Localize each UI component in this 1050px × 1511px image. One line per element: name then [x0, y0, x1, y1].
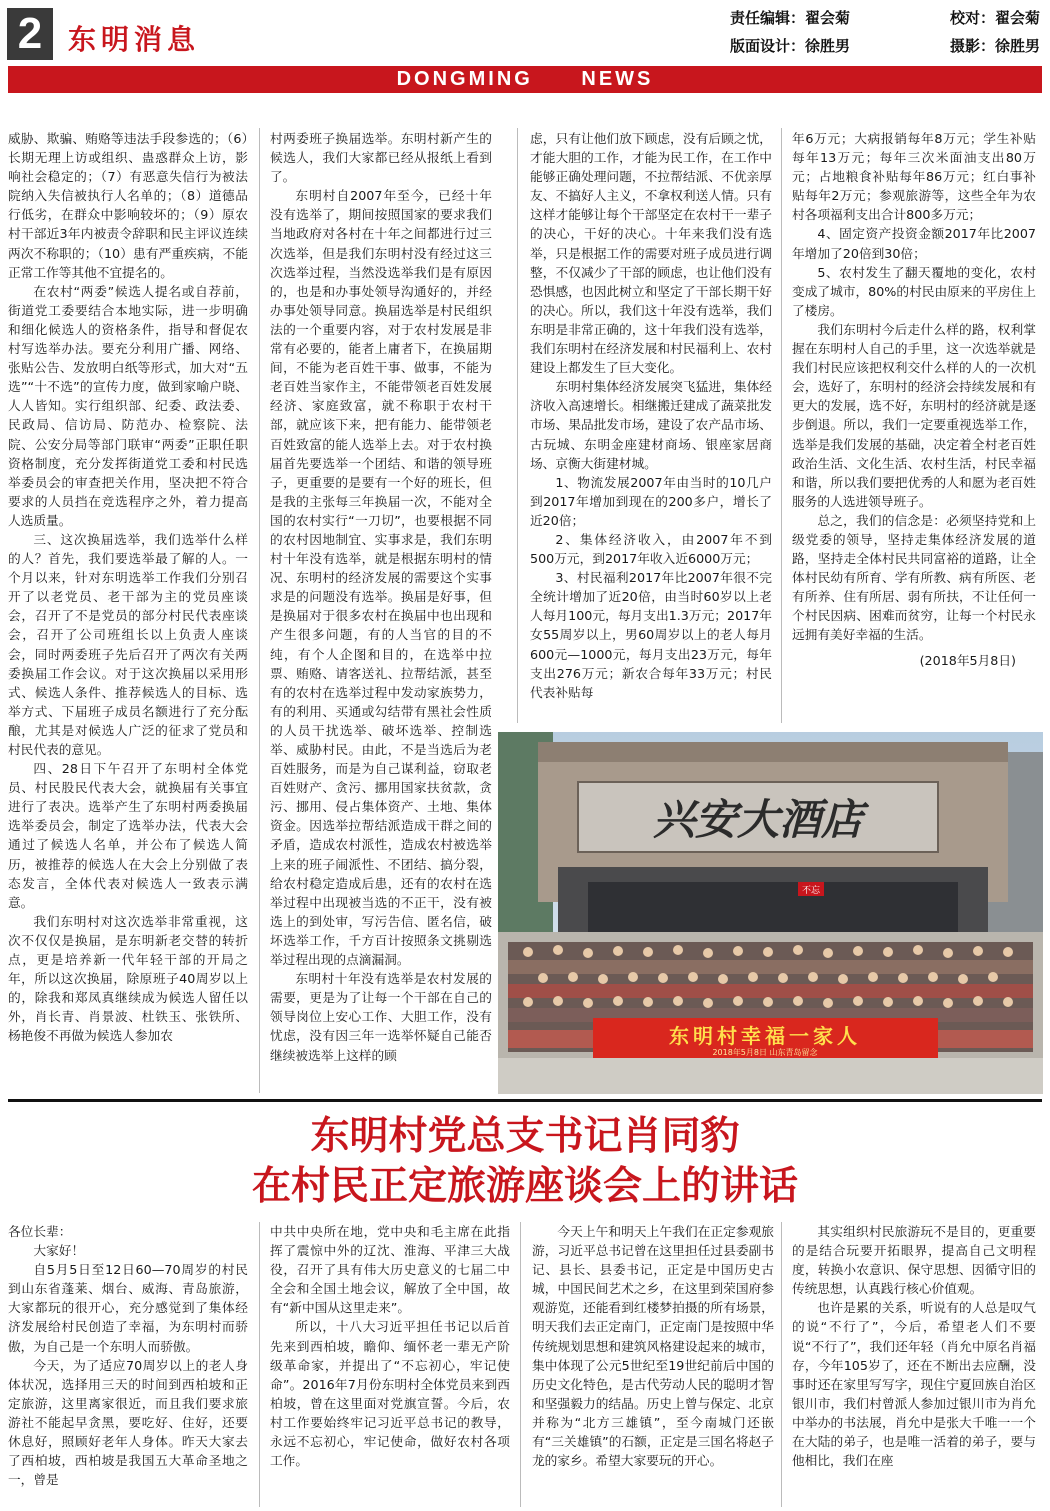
paragraph: 我们东明村对这次选举非常重视，这次不仅仅是换届，是东明新老交替的转折点，更是培养新一代年轻干部的开局之年，所以这次换届，除原班子40周岁以上的，除我和郑凤真继续成为候选人留任以外，肖长青、肖景波、杜铁玉、张铁所、杨艳俊不再做为候选人参加农: [8, 913, 248, 1044]
paragraph: 四、28日下午召开了东明村全体党员、村民股民代表大会，就换届有关事宜进行了表决。选举产生了东明村两委换届选举委员会，制定了选举办法，代表大会通过了候选人名单，并公布了候选人简历，被推荐的候选人在大会上分别做了表态发言，全体代表对候选人一致表示满意。: [8, 761, 248, 910]
red-banner-subtext: 2018年5月8日 山东青岛留念: [712, 1048, 818, 1057]
paragraph: 威胁、欺骗、贿赂等违法手段参选的；（6）长期无理上访或组织、蛊惑群众上访，影响社会稳定的；（7）有恶意失信行为被法院纳入失信被执行人名单的；（8）道德品行低劣，在群众中影响较坏的；（9）原农村干部近3年内被责令辞职和民主评议连续两次不称职的；（10）患有严重疾病，不能正常工作等其他不宜提名的。: [8, 131, 248, 280]
article2-column-2: [270, 1222, 510, 1470]
article1-column-4: [792, 129, 1036, 670]
section-divider: [8, 1099, 1042, 1102]
paragraph: 中共中央所在地，党中央和毛主席在此指挥了震惊中外的辽沈、淮海、平津三大战役，召开了具有伟大历史意义的七届二中全会和全国土地会议，解放了全中国，故有“新中国从这里走来”。: [270, 1224, 510, 1316]
paragraph: 其实组织村民旅游玩不是目的，更重要的是结合玩要开拓眼界，提高自己文明程度，转换小农意识、保守思想、因循守旧的传统思想，认真践行核心价值观。: [792, 1224, 1036, 1297]
plaza: [498, 1058, 1043, 1094]
paragraph: 5、农村发生了翻天覆地的变化，农村变成了城市，80%的村民由原来的平房住上了楼房。: [792, 264, 1036, 318]
column-divider: [520, 1222, 521, 1507]
article-date: (2018年5月8日): [919, 652, 1016, 668]
paragraph: 我们东明村今后走什么样的路，权利掌握在东明村人自己的手里，这一次选举就是我们村民应该把权利交什么样的人的一次机会，选好了，东明村的经济会持续发展和有更大的发展，选不好，东明村的经济就是逐步倒退。所以，我们一定要重视选举工作，选举是我们发展的基础，决定着全村老百姓政治生活、文化生活、农村生活，村民幸福和谐，所以我们要把优秀的人和愿为老百姓服务的人选进领导班子。: [792, 321, 1036, 509]
headline-line-2: 在村民正定旅游座谈会上的讲话: [251, 1164, 798, 1209]
paragraph: 1、物流发展2007年由当时的10几户到2017年增加到现在的200多户，增长了近20倍；: [530, 474, 772, 528]
paragraph: 今天上午和明天上午我们在正定参观旅游，习近平总书记曾在这里担任过县委副书记、县长、县委书记，正定是中国历史古城，中国民间艺术之乡，在这里到荣国府参观游览，还能看到红楼梦拍摄的所有场景，明天我们去正定南门，正定南门是按照中华传统规划思想和建筑风格建设起来的城市，集中体现了公元5世纪至19世纪前后中国的历史文化特色，是古代劳动人民的聪明才智和坚强毅力的结晶。历史上曾与保定、北京并称为“北方三雄镇”，至今南城门还嵌有“三关雄镇”的石额，正定是三国名将赵子龙的家乡。希望大家要玩的开心。: [532, 1224, 774, 1469]
article2-column-4: [792, 1222, 1036, 1470]
roof-band: [538, 742, 1008, 762]
editor-credit: 责任编辑：翟会菊: [730, 9, 851, 27]
article2-column-3: [532, 1222, 774, 1470]
paragraph: 三、这次换届选举，我们选举什么样的人？首先，我们要选举最了解的人。一个月以来，针对东明选举工作我们分别召开了以老党员、老干部为主的党员座谈会，召开了不是党员的部分村民代表座谈会，召开了公司班组长以上负责人座谈会，同时两委班子先后召开了两次有关两委换届工作会议。对于这次换届以采用形式、候选人条件、推荐候选人的目标、选举方式、下届班子成员名额进行了充分酝酿，尤其是对候选人广泛的征求了党员和村民代表的意见。: [8, 531, 248, 757]
paragraph: 村两委班子换届选举。东明村新产生的候选人，我们大家都已经从报纸上看到了。: [270, 131, 492, 185]
paragraph: 年6万元；大病报销每年8万元；学生补贴每年13万元；每年三次米面油支出80万元；占地粮食补贴每年86万元；红白事补贴每年2万元；参观旅游等，这些全年为农村各项福利支出合计800多万元；: [792, 131, 1036, 223]
paragraph: 在农村“两委”候选人提名或自荐前，街道党工委要结合本地实际，进一步明确和细化候选人的资格条件，指导和督促农村写选举办法。要充分利用广播、网络、张贴公告、发放明白纸等形式，加大对“五选”“十不选”的宣传力度，做到家喻户晓、人人皆知。实行组织部、纪委、政法委、民政局、信访局、防范办、检察院、法院、公安分局等部门联审“两委”正职任职资格制度，充分发挥街道党工委和村民选举委员会的审查把关作用，坚决把不符合要求的人员挡在竞选程序之外，着力提高人选质量。: [8, 283, 248, 528]
group-photo-illustration: [498, 732, 1043, 1094]
article1-column-3: [530, 129, 772, 702]
page-number: 2: [7, 8, 53, 60]
designer-credit: 版面设计：徐胜男: [730, 37, 851, 55]
paragraph: 东明村十年没有选举是农村发展的需要，更是为了让每一个干部在自己的领导岗位上安心工作、大胆工作，没有忧虑，没有因三年一选举怀疑自己能否继续被选举上这样的顾: [270, 971, 492, 1063]
paragraph: 4、固定资产投资金额2017年比2007年增加了20倍到30倍；: [792, 226, 1036, 261]
paragraph: 所以，十八大习近平担任书记以后首先来到西柏坡，瞻仰、缅怀老一辈无产阶级革命家，并提出了“不忘初心，牢记使命”。2016年7月份东明村全体党员来到西柏坡，曾在这里面对党旗宣誓。今后，农村工作要始终牢记习近平总书记的教导，永远不忘初心，牢记使命，做好农村各项工作。: [270, 1319, 510, 1469]
paragraph: 东明村自2007年至今，已经十年没有选举了，期间按照国家的要求我们当地政府对各村在十年之间都进行过三次选举，但是我们东明村没有经过这三次选举过程，当然没选举我们是有原因的，也是和办事处领导沟通好的，并经办事处领导同意。换届选举是村民组织法的一个重要内容，对于农村发展是非常有必要的，能者上庸者下，在换届期间，不能为老百姓干事、做事，不能为老百姓当家作主，不能带领老百姓发展经济、家庭致富，就不称职于农村干部，就应该下来，把有能力、能带领老百姓致富的能人选举上去。对于农村换届首先要选举一个团结、和谐的领导班子，更重要的是要有一个好的班长，但是我的主张每三年换届一次，不能对全国的农村实行“一刀切”，也要根据不同的农村因地制宜、实事求是，我们东明村十年没有选举，就是根据东明村的情况、东明村的经济发展的需要这个实事求是的问题没有选举。换届是好事，但是换届对于很多农村在换届中也出现和产生很多问题，有的人当官的目的不纯，有个人企图和目的，在选举中拉票、贿赂、请客送礼、拉帮结派，甚至有的农村在选举过程中发动家族势力，有的利用、买通或勾结带有黑社会性质的人员干扰选举、破坏选举、控制选举、威胁村民。由此，不是当选后为老百姓服务，而是为自己谋利益，窃取老百姓财产、贪污、挪用国家扶贫款，贪污、挪用、侵占集体资产、土地、集体资金。因选举拉帮结派造成干群之间的矛盾，造成农村派性，造成农村被选举上来的班子闹派性、不团结、搞分裂，给农村稳定造成后患，还有的农村在选举过程中出现被当选的不正干，没有被选上的到处审，写污告信、匿名信，破坏选举工作，千方百计按照条文挑剔选举过程出现的点滴漏洞。: [270, 188, 492, 968]
paragraph: 东明村集体经济发展突飞猛进，集体经济收入高速增长。相继搬迁建成了蔬菜批发市场、果品批发市场，建设了农产品市场、古玩城、东明金座建材商场、银座家居商场、京衡大街建材城。: [530, 379, 772, 471]
paragraph: 2、集体经济收入，由2007年不到500万元，到2017年收入近6000万元；: [530, 531, 772, 567]
article1-column-1: [8, 129, 248, 1046]
group-photo: [498, 732, 1043, 1094]
column-divider: [517, 128, 518, 723]
column-divider: [781, 1222, 782, 1507]
red-banner-text: 东明村幸福一家人: [669, 1024, 861, 1048]
paragraph: 也许是累的关系，听说有的人总是叹气的说“不行了”，今后，希望老人们不要说“不行了”，我们还年轻（肖允中原名肖福存，今年105岁了，还在不断出去应酬，没事时还在家里写写字，现住宁夏回族自治区银川市，我们村曾派人参加过银川市为肖允中举办的书法展，肖允中是张大千唯一一个在大陆的弟子，也是唯一活着的弟子，要与他相比，我们在座: [792, 1300, 1036, 1469]
article1-column-2: [270, 129, 492, 1065]
column-divider: [259, 128, 260, 1093]
photographer-credit: 摄影：徐胜男: [949, 37, 1040, 55]
news-banner: DONGMING NEWS: [8, 66, 1042, 93]
salutation: 各位长辈：: [8, 1224, 72, 1239]
paragraph: 虑，只有让他们放下顾虑，没有后顾之忧，才能大胆的工作，才能为民工作，在工作中能够正确处理问题，不拉帮结派、不优亲厚友、不搞好人主义，不拿权利送人情。只有这样才能够让每个干部坚定在农村干一辈子的决心，干好的决心。十年来我们没有选举，只是根据工作的需要对班子成员进行调整，不仅减少了干部的顾虑，也让他们没有恐惧感，也因此树立和坚定了干部长期干好的决心。所以，我们这十年没有选举，我们东明是非常正确的，这十年我们没有选举，我们东明村在经济发展和村民福利上、农村建设上都发生了巨大变化。: [530, 131, 772, 376]
proofreader-credit: 校对：翟会菊: [949, 9, 1040, 27]
hotel-sign-text: 兴安大酒店: [652, 795, 864, 844]
masthead: [0, 0, 1050, 95]
column-divider: [259, 1222, 260, 1507]
column-divider: [781, 128, 782, 723]
newspaper-title: 东明消息: [68, 23, 201, 56]
paragraph: 今天，为了适应70周岁以上的老人身体状况，选择用三天的时间到西柏坡和正定旅游，这里离家很近，而且我们要求旅游社不能起早贪黑，要吃好、住好，还要休息好，照顾好老年人身体。昨天大家去了西柏坡，西柏坡是我国五大革命圣地之一，曾是: [8, 1357, 248, 1488]
paragraph: 总之，我们的信念是：必须坚持党和上级党委的领导，坚持走集体经济发展的道路，坚持走全体村民共同富裕的道路，让全体村民幼有所育、学有所教、病有所医、老有所养、住有所居、弱有所扶，不让任何一个村民因病、困难而贫穷，让每一个村民永远拥有美好幸福的生活。: [792, 512, 1036, 643]
paragraph: 自5月5日至12日60—70周岁的村民到山东省蓬莱、烟台、威海、青岛旅游，大家都玩的很开心，充分感觉到了集体经济发展给村民创造了幸福，为东明村而骄傲，为自己是一个东明人而骄傲。: [8, 1262, 248, 1354]
paragraph: 3、村民福利2017年比2007年很不完全统计增加了近20倍，由当时60岁以上老人每月100元，每月支出1.3万元；2017年女55周岁以上，男60周岁以上的老人每月600元—1000元，每月支出23万元，每年支出276万元；新农合每年33万元；村民代表补贴每: [530, 570, 772, 700]
door-sign-text: 不忘: [801, 886, 821, 896]
credits: [730, 4, 1040, 60]
greeting: 大家好！: [33, 1243, 85, 1259]
headline-line-1: 东明村党总支书记肖同豹: [310, 1114, 740, 1159]
article2-headline: [0, 1112, 1050, 1212]
article2-column-1: [8, 1222, 248, 1489]
